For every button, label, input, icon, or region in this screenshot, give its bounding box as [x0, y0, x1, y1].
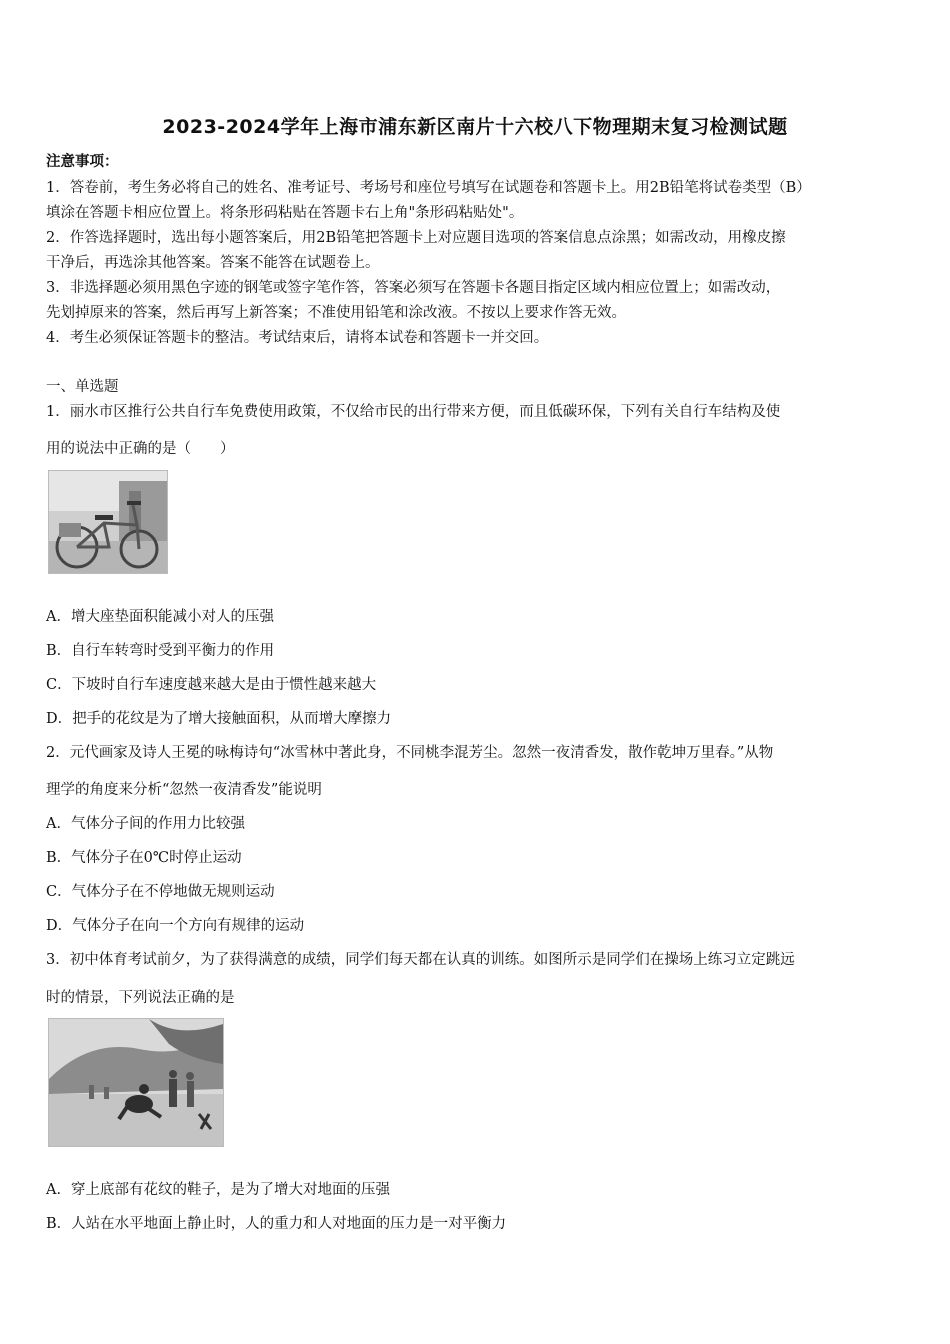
notice-line: 4．考生必须保证答题卡的整洁。考试结束后，请将本试卷和答题卡一并交回。 — [46, 330, 549, 346]
long-jump-scene-icon — [49, 1019, 223, 1146]
question-1-stem: 1．丽水市区推行公共自行车免费使用政策，不仅给市民的出行带来方便，而且低碳环保，下列有关自行车结构及使 — [46, 404, 781, 420]
question-1-option-c: C．下坡时自行车速度越来越大是由于惯性越来越大 — [46, 677, 377, 693]
question-3-stem: 3．初中体育考试前夕，为了获得满意的成绩，同学们每天都在认真的训练。如图所示是同学们在操场上练习立定跳远 — [46, 952, 795, 968]
notice-line: 干净后，再选涂其他答案。答案不能答在试题卷上。 — [46, 255, 380, 271]
question-2-stem: 2．元代画家及诗人王冕的咏梅诗句“冰雪林中著此身，不同桃李混芳尘。忽然一夜清香发，散作乾坤万里春。”从物 — [46, 745, 774, 761]
notice-line: 3．非选择题必须用黑色字迹的钢笔或签字笔作答，答案必须写在答题卡各题目指定区域内相应位置上；如需改动， — [46, 280, 781, 296]
question-3-stem: 时的情景，下列说法正确的是 — [46, 990, 235, 1006]
question-3-option-a: A．穿上底部有花纹的鞋子，是为了增大对地面的压强 — [46, 1182, 390, 1198]
question-2-option-a: A．气体分子间的作用力比较强 — [46, 816, 245, 832]
notice-line: 1．答卷前，考生务必将自己的姓名、准考证号、考场号和座位号填写在试题卷和答题卡上。用2B铅笔将试卷类型（B） — [46, 180, 811, 196]
question-1-option-a: A．增大座垫面积能减小对人的压强 — [46, 609, 274, 625]
section-heading: 一、单选题 — [46, 379, 119, 395]
question-3-option-b: B．人站在水平地面上静止时，人的重力和人对地面的压力是一对平衡力 — [46, 1216, 507, 1232]
notice-line: 先划掉原来的答案，然后再写上新答案；不准使用铅笔和涂改液。不按以上要求作答无效。 — [46, 305, 626, 321]
notice-line: 2．作答选择题时，选出每小题答案后，用2B铅笔把答题卡上对应题目选项的答案信息点涂黑；如需改动，用橡皮擦 — [46, 230, 786, 246]
exam-title: 2023-2024学年上海市浦东新区南片十六校八下物理期末复习检测试题 — [162, 116, 788, 138]
question-1-option-d: D．把手的花纹是为了增大接触面积，从而增大摩擦力 — [46, 711, 392, 727]
bicycle-icon — [49, 471, 167, 573]
long-jump-photo — [48, 1018, 224, 1147]
question-1-option-b: B．自行车转弯时受到平衡力的作用 — [46, 643, 275, 659]
bicycle-photo — [48, 470, 168, 574]
notice-heading: 注意事项： — [46, 153, 119, 170]
question-2-option-c: C．气体分子在不停地做无规则运动 — [46, 884, 275, 900]
question-2-option-d: D．气体分子在向一个方向有规律的运动 — [46, 918, 305, 934]
question-2-option-b: B．气体分子在0℃时停止运动 — [46, 850, 242, 866]
notice-line: 填涂在答题卡相应位置上。将条形码粘贴在答题卡右上角"条形码粘贴处"。 — [46, 205, 524, 221]
question-2-stem: 理学的角度来分析“忽然一夜清香发”能说明 — [46, 782, 322, 798]
question-1-stem: 用的说法中正确的是（ ） — [46, 441, 235, 457]
